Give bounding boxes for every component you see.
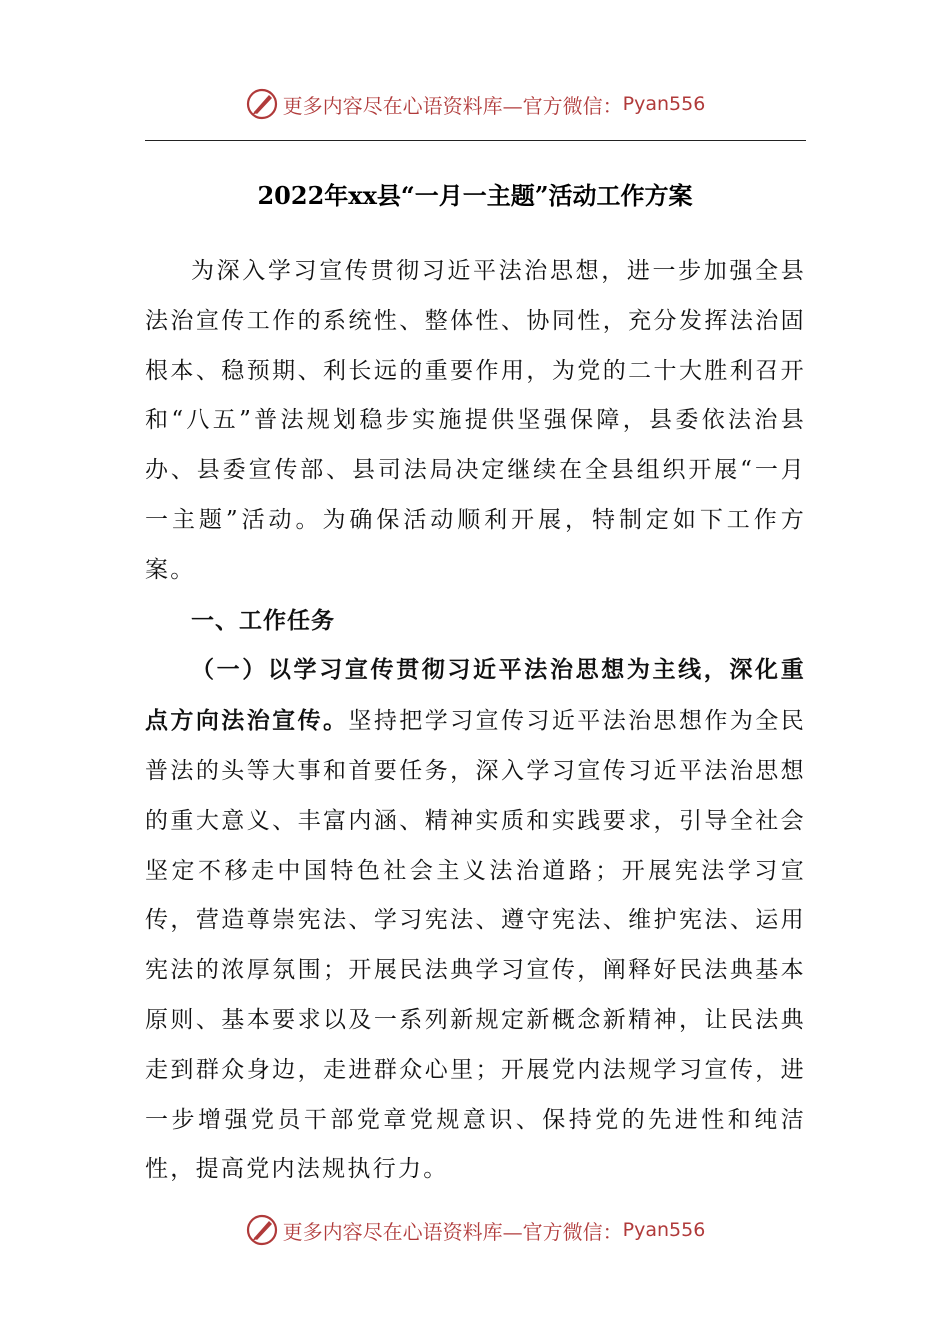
quill-logo-icon [245, 1213, 279, 1247]
watermark-text: 更多内容尽在心语资料库—官方微信： [282, 1219, 623, 1244]
header-divider [145, 140, 806, 141]
watermark-header [0, 84, 950, 124]
document-body [145, 247, 806, 1195]
document-title: 2022年xx县“一月一主题”活动工作方案 [257, 181, 693, 210]
quill-logo-icon [245, 87, 279, 121]
watermark-footer [0, 1210, 950, 1250]
watermark-text: 更多内容尽在心语资料库—官方微信： [282, 93, 623, 118]
watermark-wechat-id: Pyan556 [622, 93, 706, 115]
section-heading: 一、工作任务 [191, 606, 335, 634]
item-paragraph [145, 645, 806, 1195]
intro-paragraph: 为深入学习宣传贯彻习近平法治思想，进一步加强全县法治宣传工作的系统性、整体性、协同性，充分发挥法治固根本、稳预期、利长远的重要作用，为党的二十大胜利召开和“八五”普法规划稳步实施提供坚强保障，县委依法治县办、县委宣传部、县司法局决定继续在全县组织开展“一月一主题”活动。为确保活动顺利开展，特制定如下工作方案。 [145, 258, 806, 583]
item-lead: （一）以学习宣传贯彻习近平法治思想为主线，深化重点方向法治宣传。 [145, 656, 806, 735]
watermark-wechat-id: Pyan556 [622, 1219, 706, 1241]
item-body: 坚持把学习宣传习近平法治思想作为全民普法的头等大事和首要任务，深入学习宣传习近平法治思想的重大意义、丰富内涵、精神实质和实践要求，引导全社会坚定不移走中国特色社会主义法治道路；开展宪法学习宣传，营造尊崇宪法、学习宪法、遵守宪法、维护宪法、运用宪法的浓厚氛围；开展民法典学习宣传，阐释好民法典基本原则、基本要求以及一系列新规定新概念新精神，让民法典走到群众身边，走进群众心里；开展党内法规学习宣传，进一步增强党员干部党章党规意识、保持党的先进性和纯洁性，提高党内法规执行力。 [145, 708, 806, 1183]
